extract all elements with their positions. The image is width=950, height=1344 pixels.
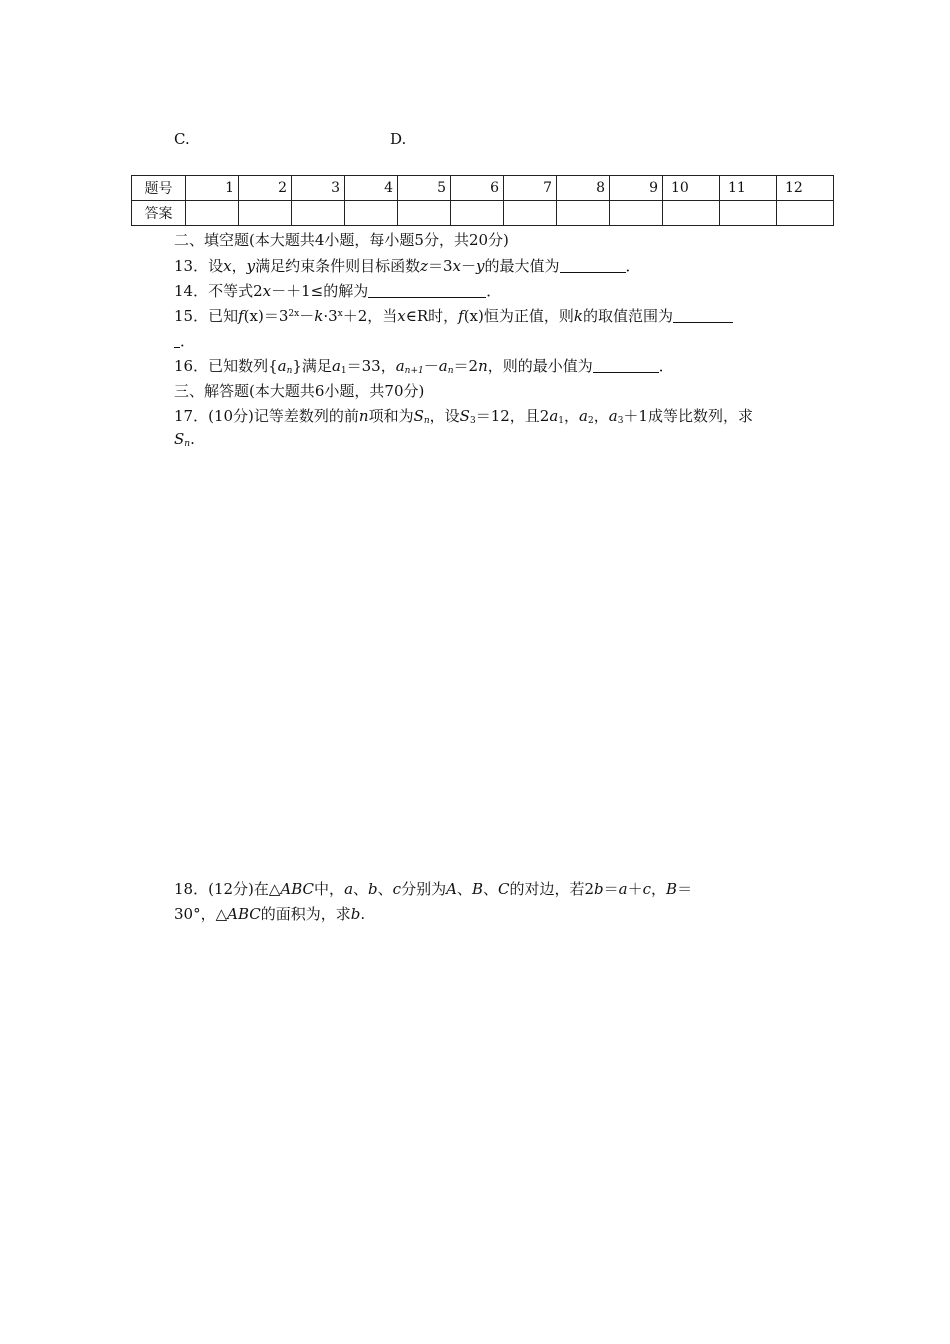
- question-number-cell: 8: [557, 176, 610, 201]
- q18-text: 、: [377, 880, 393, 898]
- q18-text: 分别为: [401, 880, 447, 898]
- q18-text: ，: [651, 880, 667, 898]
- question-number-cell: 1: [186, 176, 239, 201]
- q15-text: (x)恒为正值，则: [463, 307, 574, 325]
- q14-number: 14．: [174, 282, 209, 300]
- q13-var-x: x: [223, 257, 232, 275]
- q16-text: ，则的最小值为: [487, 357, 593, 375]
- q16-text: }满足: [292, 357, 332, 375]
- answer-cell[interactable]: [239, 201, 292, 226]
- q16-subscript: n+1: [404, 366, 424, 376]
- q15-var-k: k: [573, 307, 583, 325]
- q18-var-a-upper: A: [446, 880, 457, 898]
- q14-text: 不等式2: [208, 282, 263, 300]
- answer-cell[interactable]: [186, 201, 239, 226]
- q18-text: 、: [353, 880, 369, 898]
- q16-var-a: a: [331, 357, 341, 375]
- q17-text: ，设: [429, 407, 460, 425]
- answer-cell[interactable]: [398, 201, 451, 226]
- q15-text: －: [299, 307, 315, 325]
- q15-end: ．: [180, 332, 196, 350]
- q18-text: ＝: [677, 880, 693, 898]
- q15-text: ·3: [323, 307, 338, 325]
- question-14: [174, 280, 501, 301]
- q14-answer-blank[interactable]: [368, 283, 486, 298]
- q18-text: 、: [456, 880, 472, 898]
- answer-table: [131, 175, 834, 226]
- q16-answer-blank[interactable]: [593, 358, 659, 373]
- q18-var-c: c: [642, 880, 652, 898]
- q17-subscript: n: [184, 439, 191, 449]
- q18-var-b-upper: B: [666, 880, 678, 898]
- q15-answer-blank[interactable]: [673, 308, 733, 323]
- question-number-cell: 12: [777, 176, 834, 201]
- q15-var-f: f: [458, 307, 464, 325]
- q15-var-x: x: [397, 307, 406, 325]
- q18-text: 18．(12分)在△: [174, 880, 281, 898]
- q17-var-n: n: [358, 407, 369, 425]
- q17-var-a: a: [549, 407, 559, 425]
- section-3-header: 三、解答题(本大题共6小题，共70分): [174, 382, 425, 400]
- q13-expr: ＝3: [428, 257, 453, 275]
- q15-text: (x)＝3: [243, 307, 289, 325]
- q13-expr: －: [461, 257, 477, 275]
- q17-var-a: a: [579, 407, 588, 425]
- question-18-line-2: [174, 903, 365, 924]
- q16-end: ．: [658, 357, 674, 375]
- q18-var-b: b: [350, 905, 361, 923]
- q18-text: 的面积为，求: [260, 905, 351, 923]
- question-number-cell: 11: [720, 176, 777, 201]
- q16-var-a: a: [395, 357, 405, 375]
- q15-var-f: f: [238, 307, 244, 325]
- question-17-line-2: [174, 430, 195, 449]
- q16-text: 已知数列{: [208, 357, 278, 375]
- table-row-answers: [132, 201, 834, 226]
- question-15: [174, 305, 733, 326]
- q16-subscript: n: [447, 366, 454, 376]
- question-16: [174, 355, 674, 376]
- question-17-line-1: [174, 405, 753, 426]
- q15-text: ＋2，当: [342, 307, 398, 325]
- option-c-label: C.: [174, 130, 190, 148]
- question-number-cell: 2: [239, 176, 292, 201]
- q17-var-s: S: [413, 407, 424, 425]
- q18-var-b: b: [368, 880, 378, 898]
- q13-end: ．: [625, 257, 641, 275]
- q17-subscript: 1: [558, 416, 565, 426]
- q18-var-abc: ABC: [280, 880, 315, 898]
- question-number-cell: 10: [663, 176, 720, 201]
- answer-cell[interactable]: [610, 201, 663, 226]
- row-label-question-number: 题号: [132, 176, 186, 201]
- q17-text: ，: [564, 407, 580, 425]
- question-number-cell: 5: [398, 176, 451, 201]
- q18-text: 的对边，若2: [509, 880, 595, 898]
- q15-exponent: x: [337, 309, 343, 319]
- q17-text: ＝12，且2: [475, 407, 550, 425]
- table-row-question-numbers: [132, 176, 834, 201]
- q13-text: 满足约束条件则目标函数: [255, 257, 421, 275]
- q18-var-c-upper: C: [497, 880, 510, 898]
- q15-number: 15．: [174, 307, 209, 325]
- answer-cell[interactable]: [720, 201, 777, 226]
- answer-cell[interactable]: [663, 201, 720, 226]
- q16-var-n: n: [478, 357, 488, 375]
- q18-var-a: a: [618, 880, 628, 898]
- q13-sep: ，: [231, 257, 247, 275]
- question-number-cell: 4: [345, 176, 398, 201]
- q17-subscript: 3: [617, 416, 624, 426]
- answer-cell[interactable]: [557, 201, 610, 226]
- q17-var-s: S: [174, 430, 185, 448]
- row-label-answer: 答案: [132, 201, 186, 226]
- answer-cell[interactable]: [777, 201, 834, 226]
- question-15-continuation: [174, 330, 195, 351]
- q17-var-s: S: [459, 407, 470, 425]
- q17-text: ，: [593, 407, 609, 425]
- q13-var-y: y: [476, 257, 485, 275]
- q16-var-a: a: [277, 357, 287, 375]
- answer-cell[interactable]: [292, 201, 345, 226]
- q15-text: 的取值范围为: [582, 307, 673, 325]
- q18-var-c: c: [392, 880, 402, 898]
- q17-subscript: 2: [587, 416, 594, 426]
- q16-subscript: n: [286, 366, 293, 376]
- q17-text: ＋1成等比数列，求: [623, 407, 753, 425]
- q13-text: 设: [208, 257, 224, 275]
- question-18-line-1: [174, 878, 692, 899]
- question-number-cell: 3: [292, 176, 345, 201]
- q18-text: ＝: [603, 880, 619, 898]
- q13-var-z: z: [420, 257, 428, 275]
- q13-answer-blank[interactable]: [560, 258, 626, 273]
- q15-var-k: k: [314, 307, 324, 325]
- q16-text: ＝2: [453, 357, 479, 375]
- answer-cell[interactable]: [451, 201, 504, 226]
- q18-var-a: a: [344, 880, 354, 898]
- q13-number: 13．: [174, 257, 209, 275]
- option-d-label: D.: [390, 130, 407, 148]
- section-2-header: 二、填空题(本大题共4小题，每小题5分，共20分): [174, 231, 509, 249]
- q18-var-b-upper: B: [471, 880, 483, 898]
- q18-var-b: b: [594, 880, 604, 898]
- q14-var-x: x: [262, 282, 272, 300]
- q14-end: ．: [486, 282, 502, 300]
- q16-var-a: a: [438, 357, 448, 375]
- q17-text: 项和为: [368, 407, 414, 425]
- q16-number: 16．: [174, 357, 209, 375]
- q15-text: 已知: [208, 307, 239, 325]
- q17-var-a: a: [608, 407, 618, 425]
- q17-text: 17．(10分)记等差数列的前: [174, 407, 359, 425]
- q17-end: .: [190, 430, 195, 448]
- q18-var-abc: ABC: [227, 905, 261, 923]
- q18-text: ＋: [627, 880, 643, 898]
- q16-text: ＝33，: [346, 357, 396, 375]
- question-number-cell: 9: [610, 176, 663, 201]
- question-number-cell: 7: [504, 176, 557, 201]
- q18-end: .: [360, 905, 366, 923]
- q16-text: －: [423, 357, 439, 375]
- q18-text: 、: [482, 880, 498, 898]
- q13-var-y: y: [246, 257, 256, 275]
- q17-subscript: 3: [469, 416, 476, 426]
- q13-text: 的最大值为: [484, 257, 560, 275]
- q15-text: ∈R时，: [405, 307, 459, 325]
- q17-subscript: n: [423, 416, 430, 426]
- q15-exponent: 2x: [288, 309, 300, 319]
- q18-text: 30°，△: [174, 905, 228, 923]
- answer-cell[interactable]: [504, 201, 557, 226]
- q13-var-x: x: [452, 257, 462, 275]
- answer-cell[interactable]: [345, 201, 398, 226]
- q16-subscript: 1: [340, 366, 347, 376]
- q18-text: 中，: [314, 880, 345, 898]
- q14-text: －＋1≤的解为: [271, 282, 369, 300]
- question-13: [174, 255, 641, 276]
- question-number-cell: 6: [451, 176, 504, 201]
